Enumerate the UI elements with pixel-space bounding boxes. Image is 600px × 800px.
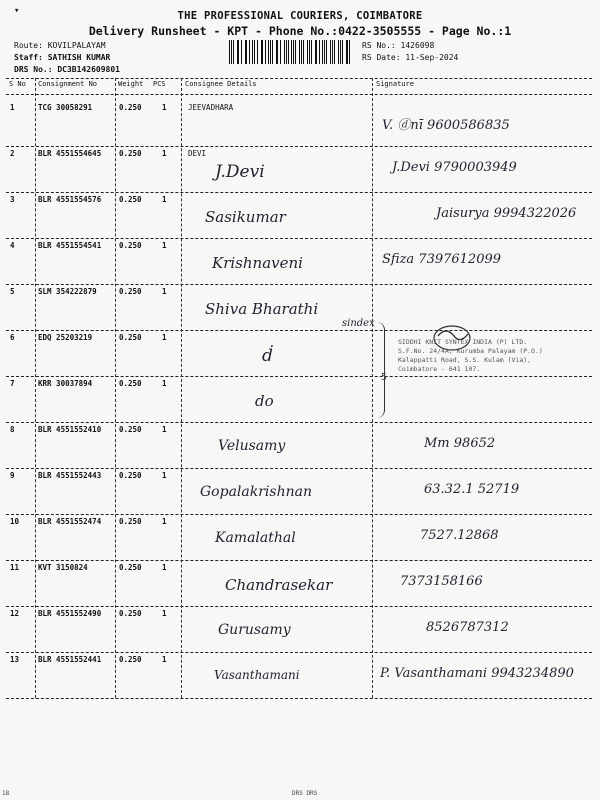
divider <box>115 78 116 698</box>
row-consignment: SLM 354222879 <box>38 287 97 296</box>
barcode-bar <box>349 40 350 64</box>
barcode-bar <box>311 40 312 64</box>
row-signature: 7373158166 <box>400 574 483 589</box>
row-consignment: KVT 3150824 <box>38 563 88 572</box>
row-handwritten-name: Gurusamy <box>218 622 291 638</box>
stamp-line: Kalappatti Road, S.S. Kulam (Via), <box>398 356 532 364</box>
row-pcs: 1 <box>162 609 167 618</box>
barcode-bar <box>303 40 304 64</box>
row-consignment: BLR 4551552441 <box>38 655 102 664</box>
row-weight: 0.250 <box>119 655 142 664</box>
row-weight: 0.250 <box>119 379 142 388</box>
row-weight: 0.250 <box>119 103 142 112</box>
row-signature: 63.32.1 52719 <box>424 482 520 497</box>
row-consignment: EDQ 25203219 <box>38 333 93 342</box>
row-divider <box>6 284 592 285</box>
row-signature: V. ⓓnī 9600586835 <box>382 118 510 133</box>
staff-line <box>14 52 110 64</box>
row-sno: 13 <box>10 655 20 664</box>
row-signature: 7527.12868 <box>420 528 499 543</box>
row-sno: 8 <box>10 425 15 434</box>
row-signature: J.Devi 9790003949 <box>392 160 517 175</box>
barcode-bar <box>299 40 300 64</box>
barcode-bar <box>252 40 253 64</box>
stamp-text <box>398 338 543 374</box>
col-weight: Weight <box>118 80 144 88</box>
row-consignment: BLR 4551552443 <box>38 471 102 480</box>
divider <box>181 78 182 698</box>
row-pcs: 1 <box>162 517 167 526</box>
row-sno: 12 <box>10 609 20 618</box>
row-consignment: BLR 4551552474 <box>38 517 102 526</box>
row-handwritten-name: Vasanthamani <box>214 668 300 682</box>
barcode-bar <box>272 40 273 64</box>
row-divider <box>6 146 592 147</box>
row-weight: 0.250 <box>119 241 142 250</box>
header-bottom-rule <box>6 94 592 95</box>
staff-label: Staff: <box>14 53 43 62</box>
route-label: Route: <box>14 41 43 50</box>
row-divider <box>6 606 592 607</box>
divider <box>35 78 36 698</box>
barcode-bar <box>237 40 238 64</box>
row-signature: P. Vasanthamani 9943234890 <box>380 666 574 681</box>
row-weight: 0.250 <box>119 563 142 572</box>
row-sno: 7 <box>10 379 15 388</box>
row-consignment: TCG 30058291 <box>38 103 93 112</box>
row-handwritten-name: J.Devi <box>215 162 265 182</box>
row-consignment: BLR 4551554576 <box>38 195 102 204</box>
row-weight: 0.250 <box>119 609 142 618</box>
col-pcs: PCS <box>153 80 166 88</box>
row-pcs: 1 <box>162 287 167 296</box>
barcode-bar <box>257 40 258 64</box>
barcode <box>229 40 353 64</box>
row-pcs: 1 <box>162 425 167 434</box>
header-top-rule <box>6 78 592 79</box>
row-handwritten-name: Gopalakrishnan <box>200 484 312 500</box>
rs-no-value: 1426098 <box>400 41 435 50</box>
row-pcs: 1 <box>162 333 167 342</box>
col-consignee: Consignee Details <box>185 80 257 88</box>
barcode-bar <box>342 40 343 64</box>
drs-label: DRS No.: <box>14 65 53 74</box>
row-divider <box>6 192 592 193</box>
bracket-number: 5 <box>381 372 388 383</box>
col-sno: S No <box>9 80 26 88</box>
barcode-bar <box>249 40 250 64</box>
row-consignment: BLR 4551554645 <box>38 149 102 158</box>
col-consignment: Consignment No <box>38 80 98 88</box>
stamp-line: Coimbatore - 641 107. <box>398 365 481 373</box>
bracket-mark <box>372 322 388 418</box>
row-handwritten-name: Kamalathal <box>215 530 296 546</box>
row-weight: 0.250 <box>119 471 142 480</box>
row-handwritten-name: ḋ <box>262 346 273 366</box>
row-signature: Sfiza 7397612099 <box>382 252 502 267</box>
barcode-bar <box>291 40 292 64</box>
row-pcs: 1 <box>162 103 167 112</box>
row-consignment: BLR 4551552490 <box>38 609 102 618</box>
stamp-line: S.F.No. 24/4A, Kurumba Palayam (P.O.) <box>398 347 543 355</box>
row-pcs: 1 <box>162 379 167 388</box>
row-sno: 6 <box>10 333 15 342</box>
row-sno: 4 <box>10 241 15 250</box>
barcode-bar <box>238 40 239 64</box>
row-weight: 0.250 <box>119 287 142 296</box>
row-handwritten-name: Chandrasekar <box>225 576 333 594</box>
row-sno: 10 <box>10 517 20 526</box>
row-handwritten-name: Krishnaveni <box>212 254 303 272</box>
row-signature: Mm 98652 <box>424 436 496 451</box>
row-weight: 0.250 <box>119 333 142 342</box>
row-weight: 0.250 <box>119 517 142 526</box>
top-mark: ▾ <box>14 6 20 16</box>
row-signature: Jaisurya 9994322026 <box>436 206 577 221</box>
drs-value: DC3B142609801 <box>57 65 120 74</box>
barcode-bar <box>324 40 325 64</box>
row-consignment: BLR 4551552410 <box>38 425 102 434</box>
row-handwritten-name: Velusamy <box>218 438 286 454</box>
row-divider <box>6 468 592 469</box>
row-pcs: 1 <box>162 471 167 480</box>
row-consignment: KRR 30037894 <box>38 379 93 388</box>
row-handwritten-name: do <box>255 392 274 410</box>
row-sno: 3 <box>10 195 15 204</box>
row-pcs: 1 <box>162 563 167 572</box>
barcode-bar <box>284 40 285 64</box>
row-handwritten-name: Sasikumar <box>205 208 286 226</box>
staff-value: SATHISH KUMAR <box>47 53 111 62</box>
row-divider <box>6 652 592 653</box>
row-consignee: JEEVADHARA <box>188 103 234 112</box>
row-sno: 11 <box>10 563 20 572</box>
row-sno: 1 <box>10 103 15 112</box>
row-consignment: BLR 4551554541 <box>38 241 102 250</box>
barcode-bar <box>315 40 316 64</box>
rs-no-line <box>362 40 434 52</box>
barcode-bar <box>280 40 281 64</box>
footer-left: 18 <box>2 790 10 797</box>
rs-date-label: RS Date: <box>362 53 401 62</box>
rs-date-value: 11-Sep-2024 <box>405 53 459 62</box>
row-divider <box>6 560 592 561</box>
row-sno: 5 <box>10 287 15 296</box>
rs-date-line <box>362 52 458 64</box>
row-pcs: 1 <box>162 149 167 158</box>
row-weight: 0.250 <box>119 425 142 434</box>
row-sno: 9 <box>10 471 15 480</box>
row-consignee: DEVI <box>188 149 207 158</box>
row-divider <box>6 514 592 515</box>
route-value: KOVILPALAYAM <box>47 41 106 50</box>
row5-extra-word: sindex <box>342 318 375 329</box>
stamp-line: SIDDHI KNIT SYNTEX INDIA (P) LTD. <box>398 338 528 346</box>
barcode-bar <box>229 40 230 64</box>
barcode-bar <box>265 40 266 64</box>
row-weight: 0.250 <box>119 149 142 158</box>
drs-line <box>14 64 120 76</box>
row-pcs: 1 <box>162 241 167 250</box>
row-divider <box>6 422 592 423</box>
runsheet-subtitle: Delivery Runsheet - KPT - Phone No.:0422-3505555 - Page No.:1 <box>88 24 512 38</box>
barcode-bar <box>330 40 331 64</box>
col-signature: Signature <box>376 80 414 88</box>
route-line <box>14 40 106 52</box>
row-weight: 0.250 <box>119 195 142 204</box>
barcode-bar <box>334 40 335 64</box>
row-handwritten-name: Shiva Bharathi <box>205 300 319 318</box>
row-divider <box>6 698 592 699</box>
row-pcs: 1 <box>162 195 167 204</box>
row-signature: 8526787312 <box>426 620 509 635</box>
row-divider <box>6 238 592 239</box>
row-sno: 2 <box>10 149 15 158</box>
rs-no-label: RS No.: <box>362 41 396 50</box>
footer-center: DRS DRS <box>292 790 318 797</box>
company-title: THE PROFESSIONAL COURIERS, COIMBATORE <box>177 10 423 22</box>
row-pcs: 1 <box>162 655 167 664</box>
